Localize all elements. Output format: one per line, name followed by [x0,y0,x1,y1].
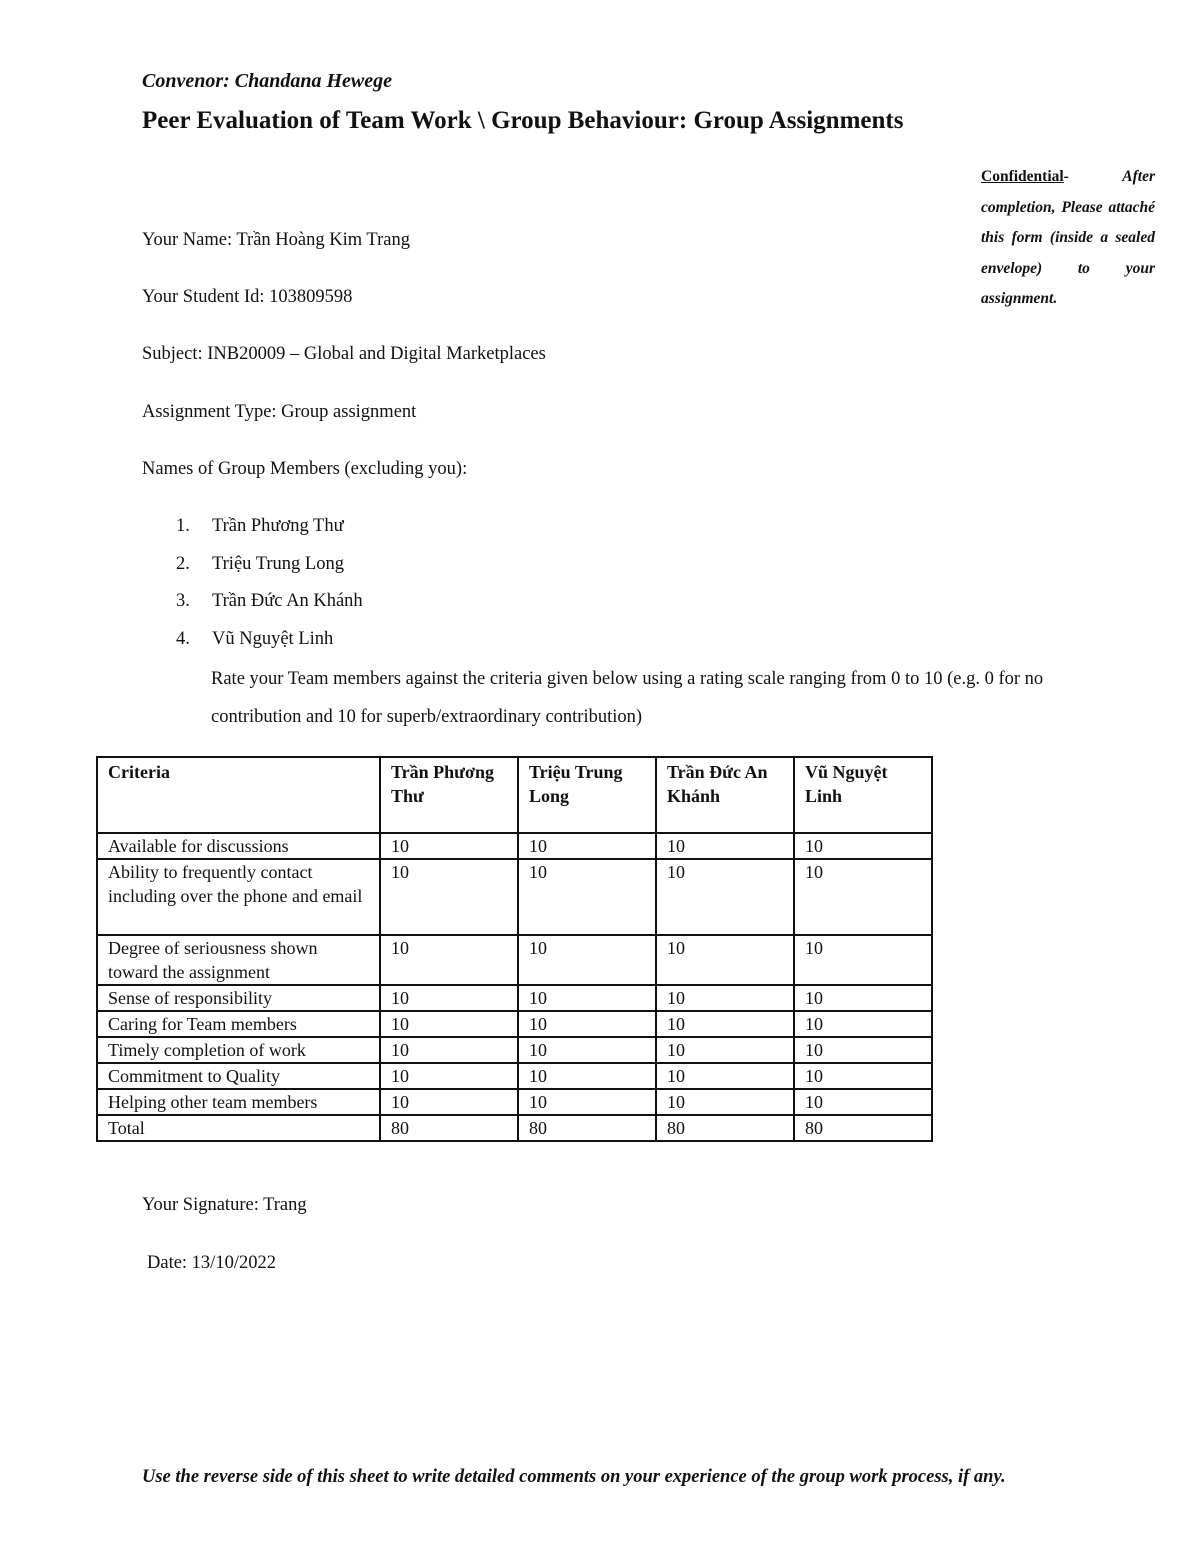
rating-instruction: Rate your Team members against the criteria given below using a rating scale ranging from 0 to 10 (e.g. 0 for no contribution and 10 for superb/extraordinary contribution) [211,669,1044,727]
score-cell: 10 [380,1037,518,1063]
list-number: 4. [176,628,190,649]
table-row [97,833,932,859]
list-number: 2. [176,553,190,574]
member-name: Triệu Trung Long [212,553,344,574]
score-cell: 10 [518,833,656,859]
table-row [97,935,932,985]
total-cell: 80 [794,1115,932,1141]
group-members-list [176,512,363,662]
table-row [97,1063,932,1089]
confidential-label: Confidential [981,168,1064,185]
list-item [176,512,363,550]
score-cell: 10 [656,1037,794,1063]
table-row [97,859,932,935]
criteria-cell: Sense of responsibility [97,985,380,1011]
score-cell: 10 [380,1089,518,1115]
score-cell: 10 [794,985,932,1011]
date-field: Date: 13/10/2022 [147,1253,276,1273]
table-header-row [97,757,932,833]
score-cell: 10 [518,1089,656,1115]
table-row [97,1011,932,1037]
score-cell: 10 [656,1089,794,1115]
total-cell: 80 [518,1115,656,1141]
list-number: 3. [176,591,190,611]
score-cell: 10 [794,1011,932,1037]
score-cell: 10 [656,985,794,1011]
header-member: Triệu Trung Long [518,757,656,833]
score-cell: 10 [380,935,518,985]
criteria-cell: Available for discussions [97,833,380,859]
score-cell: 10 [518,985,656,1011]
score-cell: 10 [794,859,932,935]
score-cell: 10 [656,859,794,935]
student-id-field: Your Student Id: 103809598 [142,287,353,307]
score-cell: 10 [518,859,656,935]
score-cell: 10 [380,985,518,1011]
list-item [176,625,363,663]
criteria-cell: Helping other team members [97,1089,380,1115]
list-number: 1. [176,516,190,536]
header-member: Trần Phương Thư [380,757,518,833]
score-cell: 10 [380,833,518,859]
page-title: Peer Evaluation of Team Work \ Group Behaviour: Group Assignments [142,107,904,134]
score-cell: 10 [380,1011,518,1037]
member-name: Trần Phương Thư [212,516,344,536]
header-member: Trần Đức An Khánh [656,757,794,833]
header-criteria: Criteria [97,757,380,833]
table-total-row [97,1115,932,1141]
evaluation-table [96,756,933,1142]
convenor-line: Convenor: Chandana Hewege [142,70,393,92]
signature-field: Your Signature: Trang [142,1195,307,1215]
score-cell: 10 [656,1063,794,1089]
list-item [176,587,363,625]
score-cell: 10 [656,833,794,859]
member-name: Trần Đức An Khánh [212,591,363,611]
criteria-cell: Total [97,1115,380,1141]
score-cell: 10 [794,1089,932,1115]
confidential-note [981,162,1155,315]
score-cell: 10 [794,1063,932,1089]
assignment-type-field: Assignment Type: Group assignment [142,402,417,422]
criteria-cell: Caring for Team members [97,1011,380,1037]
confidential-text: - After completion, Please attaché this form (inside a sealed envelope) to your assignment. [981,168,1155,307]
score-cell: 10 [794,833,932,859]
header-member: Vũ Nguyệt Linh [794,757,932,833]
list-item [176,550,363,588]
criteria-cell: Timely completion of work [97,1037,380,1063]
members-heading: Names of Group Members (excluding you): [142,459,468,479]
table-row [97,985,932,1011]
criteria-cell: Degree of seriousness shown toward the assignment [97,935,380,985]
score-cell: 10 [380,859,518,935]
score-cell: 10 [518,1037,656,1063]
subject-field: Subject: INB20009 – Global and Digital Marketplaces [142,344,546,364]
criteria-cell: Commitment to Quality [97,1063,380,1089]
criteria-cell: Ability to frequently contact including over the phone and email [97,859,380,935]
member-name: Vũ Nguyệt Linh [212,628,334,649]
footer-note: Use the reverse side of this sheet to write detailed comments on your experience of the group work process, if any. [142,1467,1006,1487]
table-row [97,1089,932,1115]
score-cell: 10 [518,1011,656,1037]
table-row [97,1037,932,1063]
total-cell: 80 [656,1115,794,1141]
score-cell: 10 [380,1063,518,1089]
score-cell: 10 [518,935,656,985]
score-cell: 10 [518,1063,656,1089]
score-cell: 10 [794,1037,932,1063]
total-cell: 80 [380,1115,518,1141]
score-cell: 10 [656,935,794,985]
score-cell: 10 [794,935,932,985]
your-name-field: Your Name: Trần Hoàng Kim Trang [142,230,410,250]
score-cell: 10 [656,1011,794,1037]
